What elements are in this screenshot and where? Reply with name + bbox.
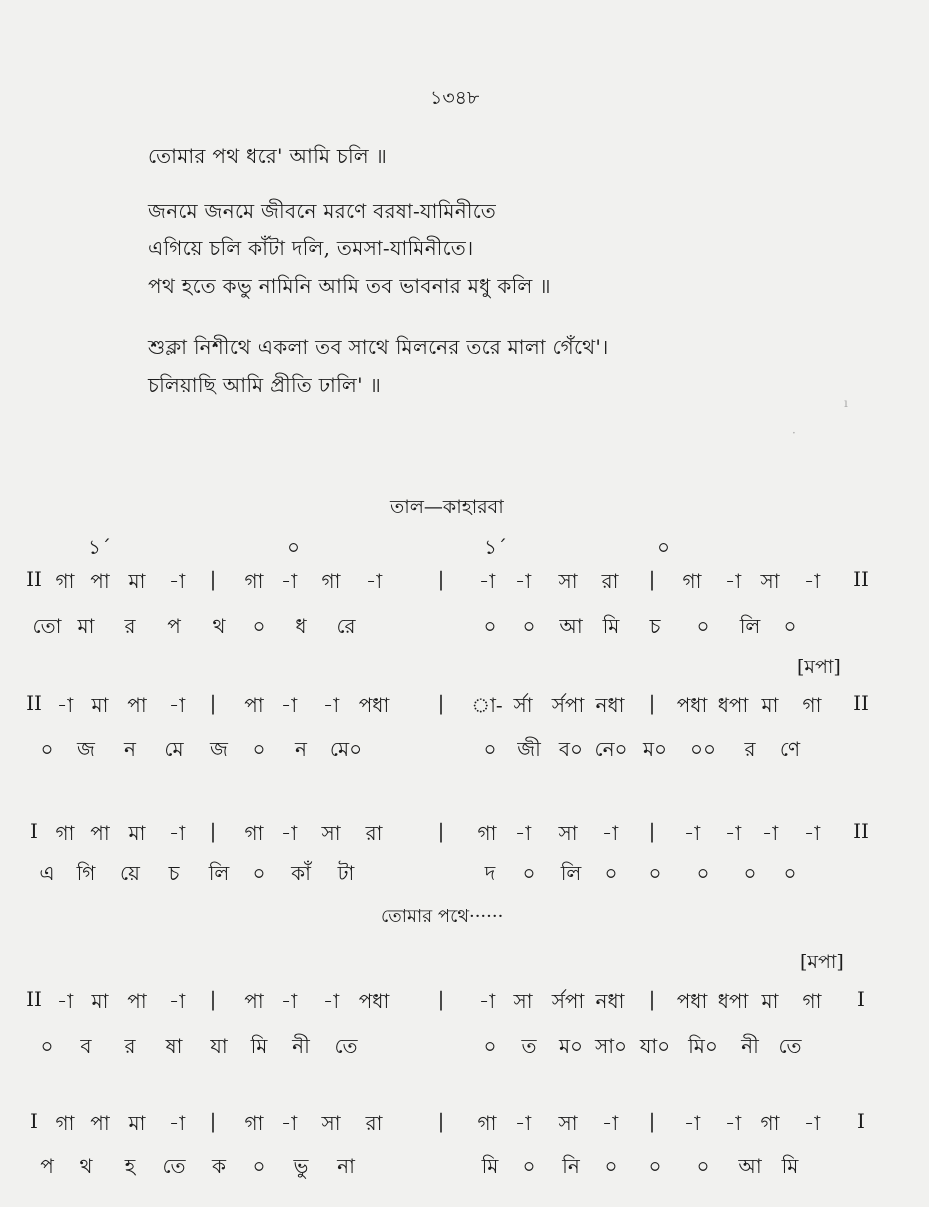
syllable-row (0, 859, 929, 889)
lyric-line: চলিয়াছি আমি প্রীতি ঢালি' ॥ (148, 373, 382, 397)
swara-note: র্সপা (551, 693, 585, 717)
swara-note: রা (601, 569, 619, 593)
swara-note: -া (803, 1111, 821, 1135)
bar-line: | (209, 987, 217, 1011)
lyric-syllable: ০ (483, 1034, 497, 1058)
swara-note: রা (365, 1111, 383, 1135)
swara-note: পধা (358, 989, 390, 1013)
beat-mark: ০ (287, 535, 301, 559)
refrain-cue: তোমার পথে······ (381, 906, 504, 927)
swara-note: পা (244, 693, 264, 717)
lyric-syllable: রে (336, 614, 356, 638)
print-speck: · (792, 426, 796, 440)
swara-note: -া (514, 821, 532, 845)
swara-note: গা (760, 1111, 780, 1135)
swara-note: গা (55, 569, 75, 593)
bar-line: | (648, 691, 656, 715)
lyric-syllable: ০ (522, 614, 536, 638)
swara-note: ধপা (717, 989, 749, 1013)
swara-note: -া (280, 693, 298, 717)
lyric-syllable: নী (741, 1034, 759, 1058)
lyric-syllable: ন (124, 737, 136, 761)
lyric-syllable: ০ (483, 737, 497, 761)
swara-note: পধা (676, 989, 708, 1013)
swara-note: -া (514, 1111, 532, 1135)
lyric-syllable: ০ (783, 614, 797, 638)
print-speck: ı (844, 396, 848, 410)
lyric-syllable: মি (250, 1034, 268, 1058)
swara-note: -া (803, 821, 821, 845)
lyric-syllable: ০ (252, 614, 266, 638)
swara-note: মা (761, 693, 779, 717)
syllable-row (0, 1152, 929, 1182)
lyric-syllable: চ (168, 861, 180, 885)
lyric-syllable: লি (208, 861, 230, 885)
lyric-syllable: সা০ (594, 1034, 628, 1058)
swara-note: পধা (358, 693, 390, 717)
swara-row (0, 567, 929, 597)
lyric-line: তোমার পথ ধরে' আমি চলি ॥ (148, 144, 388, 168)
swara-note: -া (280, 821, 298, 845)
lyric-syllable: ০ (648, 1154, 662, 1178)
lyric-syllable: মি০ (688, 1034, 718, 1058)
bar-line: | (209, 567, 217, 591)
lyric-line: পথ হতে কভু নামিনি আমি তব ভাবনার মধু কলি ॥ (148, 274, 551, 298)
swara-note: -া (514, 569, 532, 593)
swara-note: মা (128, 569, 146, 593)
lyric-syllable: য়ে (120, 861, 140, 885)
swara-note: -া (724, 569, 742, 593)
lyric-line: জনমে জনমে জীবনে মরণে বরষা-যামিনীতে (148, 199, 497, 223)
beat-mark: ১´ (88, 535, 111, 559)
swara-note: ধপা (717, 693, 749, 717)
swara-note: সা (513, 989, 533, 1013)
lyric-syllable: ০ (648, 861, 662, 885)
beat-mark: ১´ (484, 535, 507, 559)
bar-line: | (648, 819, 656, 843)
tal-title: তাল—কাহারবা (390, 496, 504, 518)
lyric-syllable: টা (337, 861, 355, 885)
swara-note: -া (478, 989, 496, 1013)
lyric-syllable: ক (212, 1154, 226, 1178)
lyric-syllable: আ (559, 614, 583, 638)
lyric-syllable: ০ (696, 614, 710, 638)
swara-note: -া (280, 1111, 298, 1135)
swara-note: I (857, 987, 865, 1011)
swara-note: -া (724, 1111, 742, 1135)
lyric-syllable: ০ (252, 737, 266, 761)
lyric-syllable: তে (778, 1034, 802, 1058)
lyric-syllable: না (337, 1154, 355, 1178)
swara-note: মা (761, 989, 779, 1013)
lyric-syllable: ণে (779, 737, 801, 761)
lyric-syllable: যা (210, 1034, 228, 1058)
lyric-syllable: ০ (604, 861, 618, 885)
swara-note: মা (91, 989, 109, 1013)
lyric-syllable: ০ (40, 1034, 54, 1058)
lyric-syllable: নি (562, 1154, 580, 1178)
lyric-line: শুক্লা নিশীথে একলা তব সাথে মিলনের তরে মালা গেঁথে'। (148, 335, 609, 359)
lyric-syllable: হ (124, 1154, 136, 1178)
swara-note: পধা (676, 693, 708, 717)
swara-note: -া (322, 693, 340, 717)
lyric-syllable: ত (521, 1034, 537, 1058)
lyric-syllable: ষা (165, 1034, 183, 1058)
lyric-syllable: ব০ (558, 737, 584, 761)
swara-note: II (853, 567, 869, 591)
swara-note: গা (244, 821, 264, 845)
lyric-syllable: ০ (522, 1154, 536, 1178)
swara-note: পা (90, 569, 110, 593)
lyric-syllable: ম০ (558, 1034, 584, 1058)
lyric-syllable: জ (77, 737, 95, 761)
lyric-syllable: ০০ (689, 737, 717, 761)
swara-note: পা (244, 989, 264, 1013)
swara-note: -া (601, 821, 619, 845)
lyric-syllable: তে (334, 1034, 358, 1058)
swara-note: -া (280, 989, 298, 1013)
swara-note: -া (683, 821, 701, 845)
swara-note: সা (321, 821, 341, 845)
lyric-syllable: মে (164, 737, 184, 761)
swara-note: পা (90, 1111, 110, 1135)
lyric-syllable: র (744, 737, 756, 761)
swara-note: I (30, 1109, 38, 1133)
swara-note: গা (477, 1111, 497, 1135)
lyric-syllable: প (40, 1154, 54, 1178)
bar-line: | (648, 987, 656, 1011)
lyric-syllable: ধ (295, 614, 307, 638)
swara-note: গা (682, 569, 702, 593)
lyric-syllable: মি (781, 1154, 799, 1178)
lyric-syllable: ০ (483, 614, 497, 638)
swara-note: -া (168, 989, 186, 1013)
swara-note: II (26, 567, 42, 591)
swara-note: সা (321, 1111, 341, 1135)
swara-note: -া (683, 1111, 701, 1135)
lyric-syllable: চ (649, 614, 661, 638)
lyric-syllable: ০ (743, 861, 757, 885)
beat-mark: ০ (657, 535, 671, 559)
lyric-syllable: র (124, 1034, 136, 1058)
swara-note: গা (802, 989, 822, 1013)
lyric-syllable: লি (739, 614, 761, 638)
lyric-syllable: ০ (40, 737, 54, 761)
section-tag: [মপা] (800, 951, 844, 973)
bar-line: | (209, 1109, 217, 1133)
swara-note: পা (90, 821, 110, 845)
lyric-syllable: এ (39, 861, 55, 885)
swara-note: মা (91, 693, 109, 717)
swara-note: পা (127, 989, 147, 1013)
syllable-row (0, 612, 929, 642)
page-number: ১৩৪৮ (430, 87, 480, 109)
lyric-syllable: ন (295, 737, 307, 761)
bar-line: | (437, 987, 445, 1011)
lyric-syllable: র (124, 614, 136, 638)
lyric-syllable: থ (212, 614, 226, 638)
bar-line: | (648, 567, 656, 591)
lyric-syllable: ০ (604, 1154, 618, 1178)
swara-note: -া (168, 693, 186, 717)
lyric-syllable: দ (484, 861, 496, 885)
lyric-syllable: আ (738, 1154, 762, 1178)
bar-line: | (209, 691, 217, 715)
lyric-syllable: কাঁ (291, 861, 311, 885)
swara-note: -া (168, 821, 186, 845)
swara-note: গা (802, 693, 822, 717)
lyric-syllable: ০ (522, 861, 536, 885)
swara-note: গা (477, 821, 497, 845)
swara-note: গা (321, 569, 341, 593)
lyric-syllable: ম০ (642, 737, 668, 761)
swara-note: মা (128, 1111, 146, 1135)
swara-note: গা (244, 1111, 264, 1135)
swara-note: -া (168, 1111, 186, 1135)
swara-note: -া (601, 1111, 619, 1135)
lyric-syllable: নে০ (594, 737, 628, 761)
swara-note: -া (56, 693, 74, 717)
lyric-syllable: ০ (696, 1154, 710, 1178)
swara-note: -া (724, 821, 742, 845)
swara-note: র্সা (513, 693, 533, 717)
lyric-line: এগিয়ে চলি কাঁটা দলি, তমসা-যামিনীতে। (148, 236, 474, 260)
swara-row (0, 819, 929, 849)
syllable-row (0, 1032, 929, 1062)
swara-note: গা (244, 569, 264, 593)
lyric-syllable: তো (32, 614, 62, 638)
swara-note: গা (55, 821, 75, 845)
lyric-syllable: মি (481, 1154, 499, 1178)
swara-note: II (26, 987, 42, 1011)
lyric-syllable: জ (210, 737, 228, 761)
bar-line: | (437, 819, 445, 843)
swara-note: নধা (595, 693, 625, 717)
swara-note: নধা (595, 989, 625, 1013)
lyric-syllable: জী (517, 737, 541, 761)
swara-note: সা (558, 821, 578, 845)
bar-line: | (437, 567, 445, 591)
lyric-syllable: গি (76, 861, 96, 885)
lyric-syllable: যা০ (639, 1034, 671, 1058)
syllable-row (0, 735, 929, 765)
swara-note: পা (127, 693, 147, 717)
swara-note: -া (280, 569, 298, 593)
lyric-syllable: ০ (783, 861, 797, 885)
lyric-syllable: মে০ (329, 737, 363, 761)
swara-note: মা (128, 821, 146, 845)
swara-note: -া (168, 569, 186, 593)
bar-line: | (437, 1109, 445, 1133)
lyric-syllable: মি (602, 614, 620, 638)
lyric-syllable: নী (292, 1034, 310, 1058)
bar-line: | (648, 1109, 656, 1133)
lyric-syllable: ব (80, 1034, 92, 1058)
swara-note: II (853, 819, 869, 843)
section-tag: [মপা] (797, 656, 841, 678)
swara-note: রা (365, 821, 383, 845)
swara-row (0, 1109, 929, 1139)
swara-note: II (853, 691, 869, 715)
lyric-syllable: লি (560, 861, 582, 885)
swara-note: সা (558, 569, 578, 593)
lyric-syllable: তে (162, 1154, 186, 1178)
swara-note: -া (322, 989, 340, 1013)
swara-note: সা (558, 1111, 578, 1135)
bar-line: | (437, 691, 445, 715)
swara-note: -া (365, 569, 383, 593)
swara-row (0, 987, 929, 1017)
swara-note: গা (55, 1111, 75, 1135)
lyric-syllable: মা (77, 614, 95, 638)
bar-line: | (209, 819, 217, 843)
swara-note: -া (478, 569, 496, 593)
lyric-syllable: ভু (293, 1154, 309, 1178)
swara-note: র্সপা (551, 989, 585, 1013)
lyric-syllable: প (167, 614, 181, 638)
lyric-syllable: থ (79, 1154, 93, 1178)
swara-note: সা (760, 569, 780, 593)
swara-row (0, 691, 929, 721)
swara-note: I (857, 1109, 865, 1133)
swara-note: া- (471, 693, 503, 717)
lyric-syllable: ০ (252, 1154, 266, 1178)
swara-note: -া (803, 569, 821, 593)
lyric-syllable: ০ (252, 861, 266, 885)
swara-note: -া (761, 821, 779, 845)
swara-note: I (30, 819, 38, 843)
swara-note: II (26, 691, 42, 715)
swara-note: -া (56, 989, 74, 1013)
lyric-syllable: ০ (696, 861, 710, 885)
